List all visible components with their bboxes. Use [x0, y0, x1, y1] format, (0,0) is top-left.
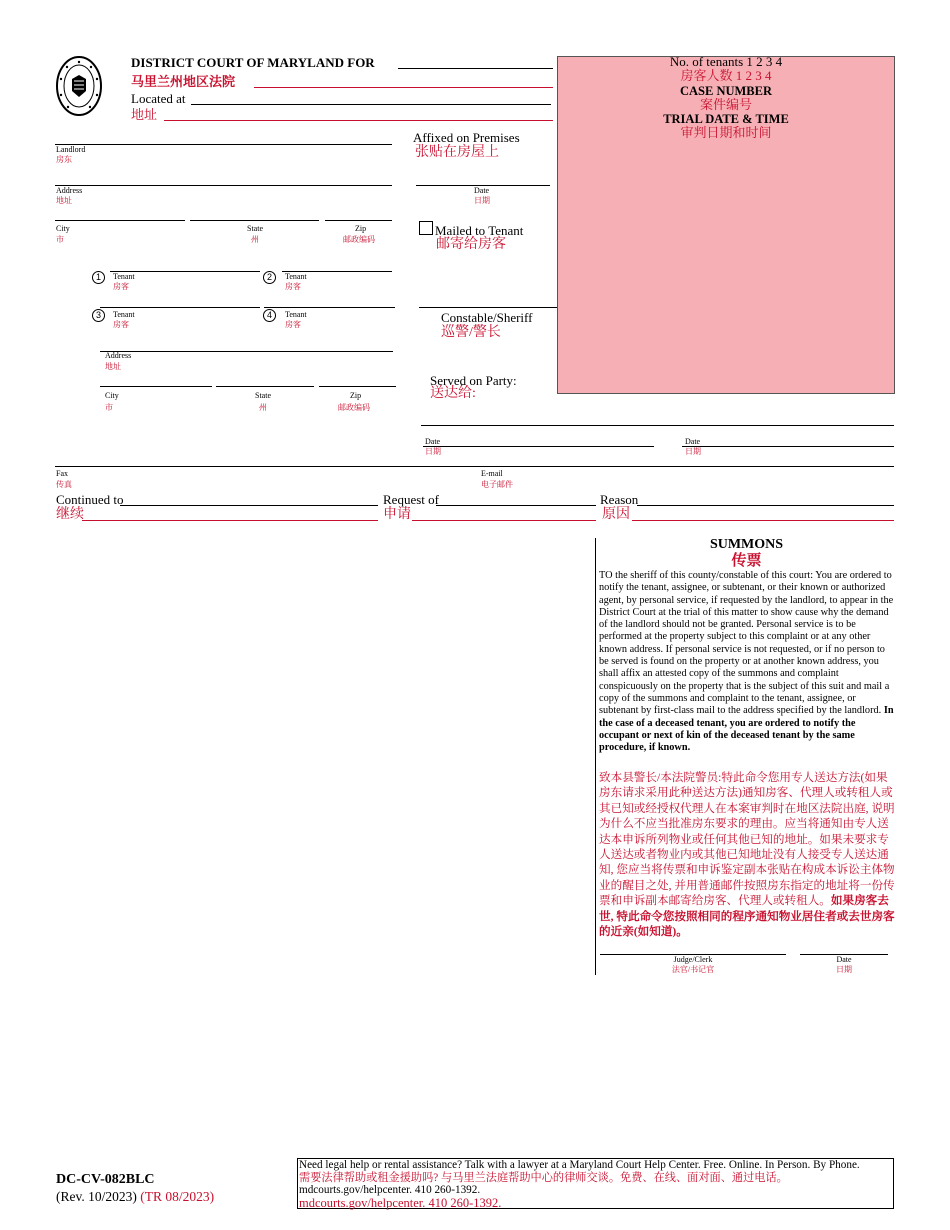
landlord-state-label-zh: 州: [251, 235, 259, 244]
tenant-4-label-zh: 房客: [285, 320, 301, 329]
landlord-address-label: Address: [56, 186, 83, 195]
affixed-date-label: Date: [474, 186, 490, 195]
served-date-1-field[interactable]: [423, 446, 654, 447]
court-for-field-zh: [254, 87, 553, 88]
continued-label-zh: 继续: [56, 507, 84, 522]
judge-label-zh: 法官/书记官: [671, 965, 715, 974]
tenants-count-label-zh: 房客人数 1 2 3 4: [680, 68, 772, 83]
tenant-4-field[interactable]: [264, 307, 395, 308]
judge-date-label: Date: [836, 955, 852, 964]
request-field[interactable]: [436, 505, 596, 506]
tenant-3-field[interactable]: [100, 307, 260, 308]
fax-label-zh: 传真: [56, 480, 72, 489]
summons-body: [599, 570, 896, 754]
continued-field[interactable]: [120, 505, 378, 506]
tenant-city-field[interactable]: [100, 386, 212, 387]
landlord-state-field[interactable]: [190, 220, 319, 221]
tenant-state-label-zh: 州: [259, 403, 267, 412]
judge-date-label-zh: 日期: [836, 965, 852, 974]
mailed-checkbox[interactable]: [419, 221, 433, 235]
constable-label: Constable/Sheriff: [441, 310, 533, 325]
mailed-label: Mailed to Tenant: [435, 223, 524, 238]
email-label-zh: 电子邮件: [481, 480, 513, 489]
tenant-zip-field[interactable]: [319, 386, 396, 387]
summons-body-zh-text: 致本县警长/本法院警员:特此命令您用专人送达方法(如果房东请求采用此种送达方法)通知房客、代理人或转租人或其已知或经授权代理人在本案审判时在地区法院出庭, 说明为什么不应当批准房东要求的理由。应当将通知由专人送达本申诉所列物业或任何其他已知的地址。如果未要求专人送达或者物业内或其他已知地址没有人接受专人送达通知, 您应当将传票和申诉鉴定副本张贴在构成本诉讼主体物业的醒目之处, 并用普通邮件按照房东指定的地址将一份传票和申诉副本邮寄给房客、代理人或转租人。: [599, 771, 895, 908]
form-revision: [56, 1189, 214, 1205]
court-for-label: DISTRICT COURT OF MARYLAND FOR: [131, 55, 375, 70]
summons-title: SUMMONS: [709, 537, 784, 552]
tenant-address-field[interactable]: [100, 351, 393, 352]
landlord-city-label-zh: 市: [56, 235, 64, 244]
served-date-2-label: Date: [685, 437, 701, 446]
served-date-2-field[interactable]: [682, 446, 894, 447]
tenant-zip-label: Zip: [350, 391, 362, 400]
fax-label: Fax: [56, 469, 68, 478]
reason-field-zh: [632, 520, 894, 521]
landlord-city-field[interactable]: [55, 220, 185, 221]
tenant-2-label-zh: 房客: [285, 282, 301, 291]
located-at-field-zh: [164, 120, 553, 121]
landlord-zip-field[interactable]: [325, 220, 392, 221]
summons-body-zh-bold: 如果房客去世, 特此命令您按照相同的程序通知物业居住者或去世房客的近亲(如知道)。: [599, 894, 895, 939]
tenant-address-label: Address: [105, 351, 132, 360]
tenant-city-label: City: [105, 391, 119, 400]
summons-title-zh: 传票: [731, 553, 762, 569]
tenant-state-label: State: [255, 391, 271, 400]
landlord-zip-label-zh: 邮政编码: [343, 235, 375, 244]
continued-label: Continued to: [56, 492, 124, 507]
help-contact: mdcourts.gov/helpcenter. 410 260-1392.: [299, 1184, 481, 1196]
help-text-zh: 需要法律帮助或租金援助吗? 与马里兰法庭帮助中心的律师交谈。免费、在线、面对面、通过电话。: [299, 1171, 788, 1184]
tenant-3-label-zh: 房客: [113, 320, 129, 329]
reason-field[interactable]: [637, 505, 894, 506]
court-seal: [55, 55, 103, 117]
landlord-address-field[interactable]: [55, 185, 392, 186]
request-label-zh: 申请: [383, 507, 411, 522]
landlord-city-label: City: [56, 224, 70, 233]
case-number-label: CASE NUMBER: [679, 84, 773, 98]
form-tr: (TR 08/2023): [140, 1189, 215, 1204]
reason-label-zh: 原因: [602, 507, 630, 522]
trial-date-label: TRIAL DATE & TIME: [663, 112, 789, 126]
landlord-zip-label: Zip: [355, 224, 367, 233]
request-label: Request of: [383, 492, 439, 507]
summons-divider: [595, 538, 596, 975]
tenant-address-label-zh: 地址: [105, 362, 121, 371]
form-id: DC-CV-082BLC: [56, 1172, 155, 1187]
served-date-1-label-zh: 日期: [425, 447, 441, 456]
trial-date-label-zh: 审判日期和时间: [680, 125, 772, 140]
summons-body-text: TO the sheriff of this county/constable of this court: You are ordered to notify the tenant, assignee, or subtenant, or their known or authorized agent, by personal service, if requested by the landlord, to appear in the District Court at the trial of this matter to show cause why the demand of the landlord should not be granted. Personal service is to be performed at the property subject to this complaint or at any other known address. If personal service is not requested, or if no person to be served is found on the property or at another known address, you shall affix an attested copy of the summons and complaint conspicuously on the property that is the subject of this suit and mail a copy of the summons and complaint to the tenant, assignee, or subtenant by first-class mail to the address specified by the landlord.: [599, 570, 894, 717]
landlord-field[interactable]: [55, 144, 392, 145]
case-number-label-zh: 案件编号: [699, 97, 752, 112]
mailed-label-zh: 邮寄给房客: [436, 237, 506, 252]
affixed-label: Affixed on Premises: [413, 130, 520, 145]
fax-email-field[interactable]: [55, 466, 894, 467]
summons-body-zh: [599, 770, 896, 939]
case-info-box: [557, 56, 895, 394]
email-label: E-mail: [481, 469, 503, 478]
reason-label: Reason: [600, 492, 639, 507]
served-date-1-label: Date: [425, 437, 441, 446]
tenant-3-label: Tenant: [113, 310, 135, 319]
summons-body-bold: In the case of a deceased tenant, you are ordered to notify the occupant or next of kin of the deceased tenant by the same procedure, if known.: [599, 705, 894, 754]
located-at-label-zh: 地址: [131, 107, 158, 122]
landlord-label: Landlord: [56, 145, 86, 154]
court-for-field[interactable]: [398, 68, 553, 69]
landlord-address-label-zh: 地址: [56, 196, 72, 205]
judge-label: Judge/Clerk: [673, 955, 713, 964]
constable-field[interactable]: [419, 307, 557, 308]
constable-label-zh: 巡警/警长: [441, 325, 501, 340]
served-date-2-label-zh: 日期: [685, 447, 701, 456]
tenant-2-number: 2: [263, 271, 276, 284]
tenant-4-label: Tenant: [285, 310, 307, 319]
tenant-1-number: 1: [92, 271, 105, 284]
served-party-field[interactable]: [421, 425, 894, 426]
court-for-label-zh: 马里兰州地区法院: [131, 74, 236, 89]
continued-field-zh: [82, 520, 378, 521]
form-rev: (Rev. 10/2023): [56, 1189, 137, 1204]
tenant-state-field[interactable]: [216, 386, 314, 387]
served-label-zh: 送达给:: [430, 386, 476, 401]
located-at-label: Located at: [131, 91, 186, 106]
affixed-label-zh: 张贴在房屋上: [415, 145, 499, 160]
tenant-4-number: 4: [263, 309, 276, 322]
help-text-en: Need legal help or rental assistance? Talk with a lawyer at a Maryland Court Help Center. Free. Online. In Person. By Phone.: [299, 1159, 860, 1171]
help-contact-zh: mdcourts.gov/helpcenter. 410 260-1392.: [299, 1195, 502, 1210]
tenant-zip-label-zh: 邮政编码: [338, 403, 370, 412]
landlord-state-label: State: [247, 224, 263, 233]
tenant-city-label-zh: 市: [105, 403, 113, 412]
tenant-2-label: Tenant: [285, 272, 307, 281]
located-at-field[interactable]: [191, 104, 551, 105]
served-label: Served on Party:: [430, 373, 517, 388]
request-field-zh: [412, 520, 596, 521]
tenant-1-label: Tenant: [113, 272, 135, 281]
tenants-count-label: No. of tenants 1 2 3 4: [669, 54, 783, 69]
tenant-1-label-zh: 房客: [113, 282, 129, 291]
tenant-3-number: 3: [92, 309, 105, 322]
help-center-box: [297, 1158, 894, 1209]
affixed-date-label-zh: 日期: [474, 196, 490, 205]
landlord-label-zh: 房东: [56, 155, 72, 164]
